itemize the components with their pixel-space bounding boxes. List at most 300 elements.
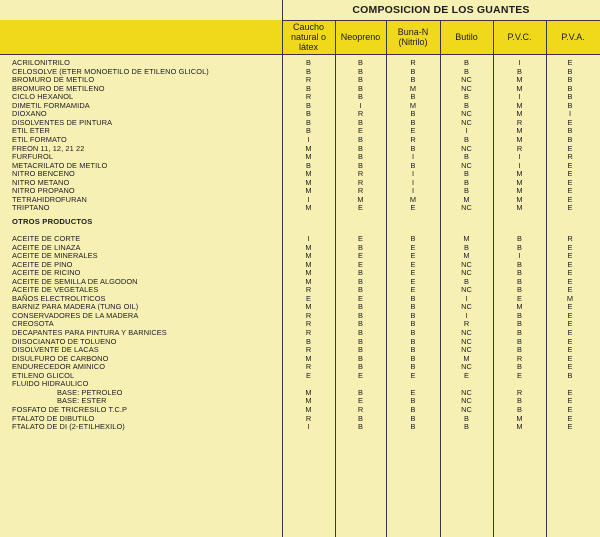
chemical-name: ENDURECEDOR AMINICO: [12, 362, 106, 372]
rating-butilo: NC: [461, 143, 472, 153]
rating-nitrilo: E: [410, 251, 416, 260]
table-row: [0, 179, 600, 188]
rating-pva: M: [566, 293, 574, 303]
rating-nitrilo: E: [410, 285, 416, 295]
rating-nitrilo: I: [411, 169, 415, 179]
rating-pva: E: [567, 268, 573, 278]
rating-butilo: B: [464, 177, 469, 187]
chemical-name: CICLO HEXANOL: [12, 92, 74, 102]
rating-pvc: B: [517, 345, 522, 355]
rating-butilo: B: [464, 134, 469, 144]
rating-nitrilo: B: [410, 66, 416, 76]
column-header-line: látex: [298, 42, 318, 52]
rating-nitrilo: M: [409, 83, 417, 93]
rating-butilo: B: [464, 422, 469, 431]
rating-pva: E: [567, 404, 573, 414]
column-header-pva: [546, 20, 600, 54]
rating-pva: E: [567, 319, 573, 329]
rating-pvc: B: [517, 66, 522, 76]
rating-nitrilo: B: [410, 143, 416, 153]
rating-nitrilo: B: [410, 422, 416, 431]
rating-pvc: R: [516, 117, 523, 127]
rating-pva: E: [567, 186, 573, 196]
rating-caucho: M: [305, 404, 312, 414]
rating-pva: E: [567, 177, 573, 187]
rating-caucho: R: [305, 92, 312, 102]
rating-caucho: M: [305, 353, 312, 363]
rating-neopreno: R: [357, 169, 364, 179]
rating-pvc: M: [516, 302, 523, 312]
rating-pva: E: [567, 396, 573, 406]
rating-butilo: B: [464, 58, 469, 67]
rating-caucho: M: [305, 276, 312, 286]
rating-caucho: M: [305, 169, 312, 179]
rating-neopreno: R: [357, 177, 364, 187]
rating-pvc: R: [516, 387, 523, 397]
rating-butilo: R: [463, 319, 470, 329]
table-row: [0, 136, 600, 145]
rating-caucho: M: [305, 396, 312, 406]
rating-caucho: B: [306, 66, 311, 76]
table-row: [0, 187, 600, 196]
chemical-name: ACEITE DE LINAZA: [12, 242, 81, 252]
chemical-name: ACRILONITRILO: [12, 58, 70, 67]
rating-pvc: B: [517, 259, 522, 269]
rating-pvc: B: [517, 362, 522, 372]
rating-butilo: B: [464, 186, 469, 196]
rating-caucho: M: [305, 152, 312, 162]
rating-neopreno: E: [358, 251, 363, 260]
rating-nitrilo: B: [410, 328, 416, 337]
rating-caucho: E: [306, 370, 311, 380]
chemical-name: DISOLVENTES DE PINTURA: [12, 117, 113, 127]
rating-pvc: M: [516, 422, 523, 431]
table-row: [0, 127, 600, 136]
rating-neopreno: E: [358, 396, 363, 406]
rating-butilo: NC: [461, 387, 472, 397]
table-row: [0, 312, 600, 321]
rating-nitrilo: B: [410, 233, 416, 243]
rating-neopreno: B: [358, 66, 363, 76]
rating-neopreno: B: [358, 75, 363, 85]
chemical-name: NITRO METANO: [12, 177, 70, 187]
rating-neopreno: R: [357, 109, 364, 119]
chemical-name: ETILENO GLICOL: [12, 370, 75, 380]
chemical-name: CREOSOTA: [12, 319, 54, 329]
rating-butilo: B: [464, 276, 469, 286]
rating-pvc: B: [517, 319, 522, 329]
rating-neopreno: B: [358, 58, 363, 67]
rating-pva: E: [567, 387, 573, 397]
rating-caucho: B: [306, 117, 311, 127]
rating-nitrilo: R: [410, 58, 416, 67]
rating-neopreno: R: [357, 404, 364, 414]
rating-pva: I: [568, 109, 572, 119]
rating-butilo: NC: [461, 285, 472, 295]
rating-pva: E: [567, 345, 573, 355]
chemical-name: ETIL FORMATO: [12, 134, 67, 144]
table-row: [0, 252, 600, 261]
chemical-name: ACEITE DE RICINO: [12, 268, 81, 278]
rating-neopreno: R: [357, 186, 364, 196]
rating-nitrilo: B: [410, 336, 416, 346]
rating-pva: E: [567, 194, 573, 204]
rating-neopreno: B: [358, 319, 363, 329]
chemical-name: DIISOCIANATO DE TOLUENO: [12, 336, 117, 346]
chemical-name: BARNIZ PARA MADERA (TUNG OIL): [12, 302, 139, 312]
rating-pvc: M: [516, 83, 523, 93]
column-header-line: Butilo: [455, 32, 478, 42]
chemical-name: FTALATO DE DI (2-ETILHEXILO): [12, 422, 125, 431]
chemical-name: FURFUROL: [12, 152, 54, 162]
rating-caucho: B: [306, 160, 311, 170]
rating-butilo: NC: [461, 362, 472, 372]
rating-caucho: M: [305, 242, 312, 252]
section-title: OTROS PRODUCTOS: [12, 216, 93, 226]
rating-pvc: M: [516, 75, 523, 85]
rating-pva: E: [567, 203, 573, 213]
rating-neopreno: B: [358, 387, 363, 397]
rating-nitrilo: I: [411, 186, 415, 196]
rating-butilo: NC: [461, 268, 472, 278]
table-row: [0, 423, 600, 432]
rating-neopreno: E: [358, 259, 363, 269]
rating-caucho: M: [305, 302, 312, 312]
chemical-name: DISULFURO DE CARBONO: [12, 353, 109, 363]
rating-butilo: NC: [461, 259, 472, 269]
rating-nitrilo: E: [410, 242, 416, 252]
column-header-neopreno: [335, 20, 386, 54]
rating-butilo: M: [463, 194, 470, 204]
rating-nitrilo: E: [410, 268, 416, 278]
rating-pvc: I: [518, 152, 521, 162]
rating-caucho: R: [305, 285, 312, 295]
rating-pvc: B: [517, 268, 522, 278]
rating-neopreno: B: [358, 345, 363, 355]
rating-neopreno: B: [358, 242, 363, 252]
chemical-name: FLUIDO HIDRAULICO: [12, 379, 89, 389]
rating-pvc: B: [517, 328, 522, 337]
rating-butilo: B: [464, 413, 469, 423]
rating-butilo: NC: [461, 75, 472, 85]
rating-caucho: I: [307, 422, 310, 431]
rating-butilo: NC: [461, 336, 472, 346]
table-row: [0, 162, 600, 171]
rating-pva: E: [567, 242, 573, 252]
rating-pvc: I: [518, 58, 521, 67]
rating-neopreno: B: [358, 422, 363, 431]
table-row: [0, 85, 600, 94]
rating-caucho: R: [305, 413, 312, 423]
rating-butilo: B: [464, 152, 469, 162]
column-header-line: Neopreno: [340, 32, 381, 42]
rating-neopreno: E: [358, 126, 363, 136]
rating-pvc: R: [516, 143, 523, 153]
column-header-line: Buna-N: [397, 27, 429, 37]
rating-pvc: M: [516, 203, 523, 213]
column-header-line: Caucho: [292, 22, 325, 32]
chemical-name: ACEITE DE CORTE: [12, 233, 81, 243]
rating-pva: E: [567, 328, 573, 337]
rating-neopreno: E: [358, 203, 363, 213]
rating-caucho: R: [305, 310, 312, 320]
rating-pva: E: [567, 58, 573, 67]
rating-pvc: B: [517, 396, 522, 406]
rating-pva: E: [567, 259, 573, 269]
rating-nitrilo: B: [410, 319, 416, 329]
chemical-name: NITRO BENCENO: [12, 169, 75, 179]
rating-pva: E: [567, 251, 573, 260]
rating-butilo: I: [465, 293, 468, 303]
rating-pva: B: [567, 100, 573, 110]
rating-caucho: I: [307, 233, 310, 243]
rating-caucho: I: [307, 134, 310, 144]
table-row: [0, 204, 600, 213]
rating-neopreno: B: [358, 83, 363, 93]
rating-butilo: B: [464, 242, 469, 252]
rating-butilo: M: [463, 353, 470, 363]
rating-pvc: E: [517, 293, 522, 303]
column-header-nitrilo: [386, 20, 440, 54]
rating-neopreno: M: [357, 194, 364, 204]
chemical-name: DISOLVENTE DE LACAS: [12, 345, 99, 355]
rating-nitrilo: B: [410, 117, 416, 127]
rating-pva: E: [567, 353, 573, 363]
rating-pva: E: [567, 160, 573, 170]
rating-butilo: NC: [461, 302, 472, 312]
rating-pva: E: [567, 362, 573, 372]
rating-pva: E: [567, 276, 573, 286]
rating-pva: B: [567, 134, 573, 144]
table-row: [0, 363, 600, 372]
column-header-line: P.V.A.: [561, 32, 585, 42]
rating-caucho: R: [305, 362, 312, 372]
chemical-name: ACEITE DE VEGETALES: [12, 285, 99, 295]
rating-caucho: B: [306, 58, 311, 67]
table-row: [0, 145, 600, 154]
rating-pvc: B: [517, 285, 522, 295]
header-rule-bottom: [0, 54, 600, 55]
rating-nitrilo: B: [410, 293, 416, 303]
rating-pvc: R: [516, 353, 523, 363]
rating-pvc: M: [516, 413, 523, 423]
table-row: [0, 196, 600, 205]
rating-butilo: B: [464, 92, 469, 102]
rating-pvc: B: [517, 336, 522, 346]
rating-neopreno: B: [358, 285, 363, 295]
rating-butilo: M: [463, 251, 470, 260]
chemical-name: FREON 11, 12, 21 22: [12, 143, 85, 153]
rating-nitrilo: B: [410, 160, 416, 170]
rating-neopreno: B: [358, 413, 363, 423]
chemical-name: TETRAHIDROFURAN: [12, 194, 87, 204]
rating-neopreno: B: [358, 353, 363, 363]
rating-caucho: M: [305, 186, 312, 196]
table-title: COMPOSICION DE LOS GUANTES: [352, 4, 530, 16]
rating-butilo: NC: [461, 345, 472, 355]
rating-pva: E: [567, 285, 573, 295]
rating-pvc: M: [516, 109, 523, 119]
rating-pva: B: [567, 92, 573, 102]
rating-butilo: NC: [461, 203, 472, 213]
rating-nitrilo: E: [410, 370, 416, 380]
rating-nitrilo: I: [411, 152, 415, 162]
rating-nitrilo: E: [410, 276, 416, 286]
rating-caucho: E: [306, 293, 311, 303]
chemical-name: CELOSOLVE (ETER MONOETILO DE ETILENO GLICOL): [12, 66, 209, 76]
rating-pvc: I: [518, 92, 521, 102]
rating-neopreno: B: [358, 362, 363, 372]
rating-caucho: R: [305, 319, 312, 329]
rating-nitrilo: B: [410, 109, 416, 119]
rating-pva: R: [567, 152, 573, 162]
rating-butilo: I: [465, 126, 468, 136]
rating-pvc: I: [518, 251, 521, 260]
chemical-name: ACEITE DE MINERALES: [12, 251, 98, 260]
rating-neopreno: B: [358, 152, 363, 162]
rating-nitrilo: E: [410, 259, 416, 269]
rating-pvc: M: [516, 169, 523, 179]
rating-caucho: B: [306, 109, 311, 119]
rating-caucho: B: [306, 83, 311, 93]
rating-pva: E: [567, 422, 573, 431]
chemical-name: DIMETIL FORMAMIDA: [12, 100, 90, 110]
rating-butilo: NC: [461, 83, 472, 93]
rating-nitrilo: B: [410, 362, 416, 372]
rating-neopreno: E: [358, 233, 363, 243]
rating-pvc: E: [517, 370, 522, 380]
rating-pva: E: [567, 336, 573, 346]
table-row: [0, 170, 600, 179]
rating-caucho: M: [305, 259, 312, 269]
rating-neopreno: B: [358, 160, 363, 170]
rating-butilo: I: [465, 310, 468, 320]
rating-pva: E: [567, 310, 573, 320]
column-header-caucho: [282, 20, 335, 54]
rating-caucho: M: [305, 203, 312, 213]
table-row: [0, 93, 600, 102]
rating-butilo: E: [464, 370, 469, 380]
rating-nitrilo: R: [410, 134, 416, 144]
rating-pvc: B: [517, 310, 522, 320]
column-header-line: (Nitrilo): [398, 37, 428, 47]
table-row: [0, 261, 600, 270]
rating-butilo: B: [464, 169, 469, 179]
rating-pvc: M: [516, 134, 523, 144]
chemical-name: BASE: ESTER: [57, 396, 107, 406]
rating-pvc: M: [516, 177, 523, 187]
rating-pvc: M: [516, 194, 523, 204]
rating-pva: B: [567, 83, 573, 93]
column-header-butilo: [440, 20, 493, 54]
rating-neopreno: B: [358, 117, 363, 127]
rating-neopreno: E: [358, 293, 363, 303]
rating-pva: E: [567, 169, 573, 179]
rating-pva: R: [567, 233, 573, 243]
rating-nitrilo: B: [410, 92, 416, 102]
rating-neopreno: I: [359, 100, 362, 110]
rating-pva: B: [567, 66, 573, 76]
chemical-name: DECAPANTES PARA PINTURA Y BARNICES: [12, 328, 167, 337]
rating-pvc: M: [516, 100, 523, 110]
rating-pva: E: [567, 117, 573, 127]
rating-neopreno: B: [358, 143, 363, 153]
rating-butilo: NC: [461, 328, 472, 337]
rating-pva: E: [567, 302, 573, 312]
chemical-name: METACRILATO DE METILO: [12, 160, 108, 170]
rating-pva: B: [567, 126, 573, 136]
rating-caucho: R: [305, 75, 312, 85]
rating-caucho: B: [306, 100, 311, 110]
chemical-name: FTALATO DE DIBUTILO: [12, 413, 95, 423]
rating-butilo: B: [464, 66, 469, 76]
rating-pva: E: [567, 143, 573, 153]
rating-nitrilo: B: [410, 404, 416, 414]
rating-butilo: B: [464, 100, 469, 110]
chemical-name: TRIPTANO: [12, 203, 50, 213]
rating-pva: B: [567, 370, 573, 380]
rating-pvc: I: [518, 160, 521, 170]
rating-nitrilo: E: [410, 203, 416, 213]
rating-caucho: M: [305, 268, 312, 278]
rating-neopreno: B: [358, 134, 363, 144]
rating-nitrilo: E: [410, 387, 416, 397]
rating-nitrilo: M: [409, 100, 417, 110]
rating-neopreno: E: [358, 370, 363, 380]
rating-caucho: R: [305, 345, 312, 355]
rating-butilo: NC: [461, 160, 472, 170]
rating-butilo: NC: [461, 396, 472, 406]
rating-nitrilo: B: [410, 353, 416, 363]
chemical-name: BROMURO DE METILO: [12, 75, 95, 85]
rating-pva: E: [567, 413, 573, 423]
rating-nitrilo: B: [410, 310, 416, 320]
chemical-name: ETIL ETER: [12, 126, 50, 136]
rating-butilo: NC: [461, 117, 472, 127]
rating-pvc: B: [517, 242, 522, 252]
rating-neopreno: B: [358, 268, 363, 278]
rating-pvc: B: [517, 233, 522, 243]
table-row: [0, 119, 600, 128]
rating-nitrilo: I: [411, 177, 415, 187]
rating-caucho: M: [305, 177, 312, 187]
chemical-name: BASE: PETROLEO: [57, 387, 123, 397]
chemical-name: BAÑOS ELECTROLITICOS: [12, 293, 106, 303]
rating-butilo: NC: [461, 404, 472, 414]
column-header-line: natural o: [290, 32, 327, 42]
rating-nitrilo: B: [410, 345, 416, 355]
chemical-name: CONSERVADORES DE LA MADERA: [12, 310, 139, 320]
rating-caucho: M: [305, 143, 312, 153]
rating-neopreno: B: [358, 92, 363, 102]
header-rule-top: [282, 20, 600, 21]
rating-neopreno: B: [358, 328, 363, 337]
rating-nitrilo: B: [410, 413, 416, 423]
rating-caucho: M: [305, 387, 312, 397]
column-header-pvc: [493, 20, 546, 54]
rating-butilo: NC: [461, 109, 472, 119]
rating-nitrilo: B: [410, 302, 416, 312]
rating-nitrilo: B: [410, 396, 416, 406]
rating-caucho: B: [306, 126, 311, 136]
rating-pvc: B: [517, 404, 522, 414]
column-header-line: P.V.C.: [507, 32, 532, 42]
rating-neopreno: B: [358, 302, 363, 312]
chemical-name: DIOXANO: [12, 109, 47, 119]
rating-pva: B: [567, 75, 573, 85]
table-row: [0, 235, 600, 244]
table-row: [0, 372, 600, 381]
